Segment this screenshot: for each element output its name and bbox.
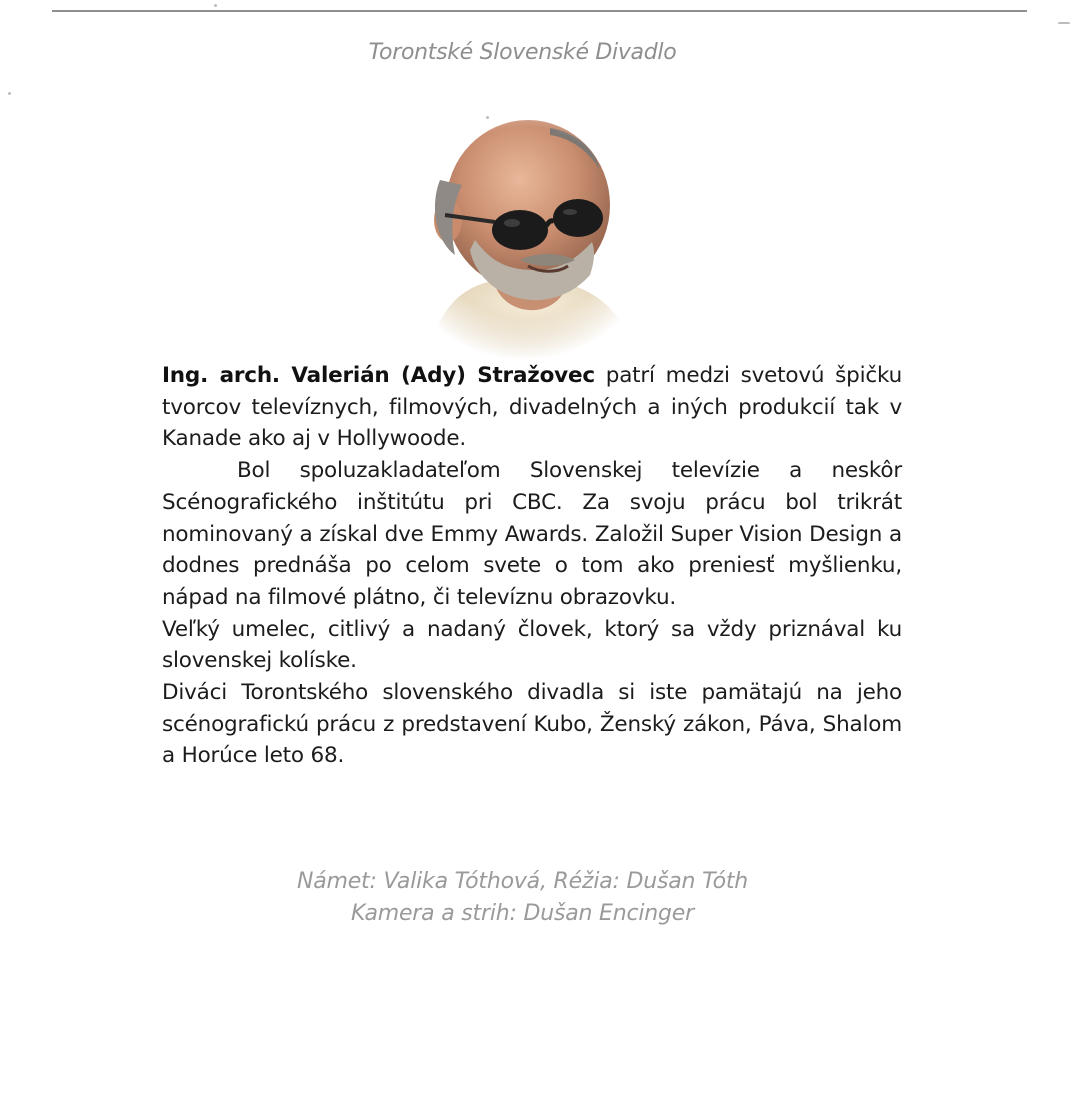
credits-line-story-direction: Námet: Valika Tóthová, Réžia: Dušan Tóth [296, 869, 749, 894]
scan-speck [486, 116, 489, 119]
bio-career-paragraph: Bol spoluzakladateľom Slovenskej televízie a neskôr Scénografického inštitútu pri CBC. Za svoju prácu bol trikrát nominovaný a získal dve Emmy Awards. Založil Super Vision Design a dodnes prednáša po celom svete o tom ako preniesť myšlienku, nápad na filmové plátno, či televíznu obrazovku. [162, 458, 902, 610]
credits-line-camera-editing: Kamera a strih: Dušan Encinger [351, 901, 694, 926]
bio-intro-paragraph [162, 360, 902, 455]
credits-block [0, 866, 1045, 930]
person-name: Ing. arch. Valerián (Ady) Stražovec [162, 363, 595, 388]
top-divider [52, 10, 1027, 12]
scan-speck [214, 4, 217, 7]
scan-speck [8, 92, 11, 95]
bio-character-paragraph: Veľký umelec, citlivý a nadaný človek, ktorý sa vždy priznával ku slovenskej kolíske. [162, 616, 902, 674]
portrait-photo [400, 110, 650, 360]
bio-theatre-paragraph: Diváci Torontského slovenského divadla si iste pamätajú na jeho scénografickú prácu z predstavení Kubo, Ženský zákon, Páva, Shalom a Horúce leto 68. [162, 680, 902, 769]
scan-speck [1058, 22, 1070, 24]
page-header-title: Torontské Slovenské Divadlo [368, 40, 677, 65]
bio-intro-text: patrí medzi svetovú špičku tvorcov televíznych, filmových, divadelných a iných produkcií tak v Kanade ako aj v Hollywoode. [162, 363, 902, 452]
biography-text [162, 360, 902, 772]
